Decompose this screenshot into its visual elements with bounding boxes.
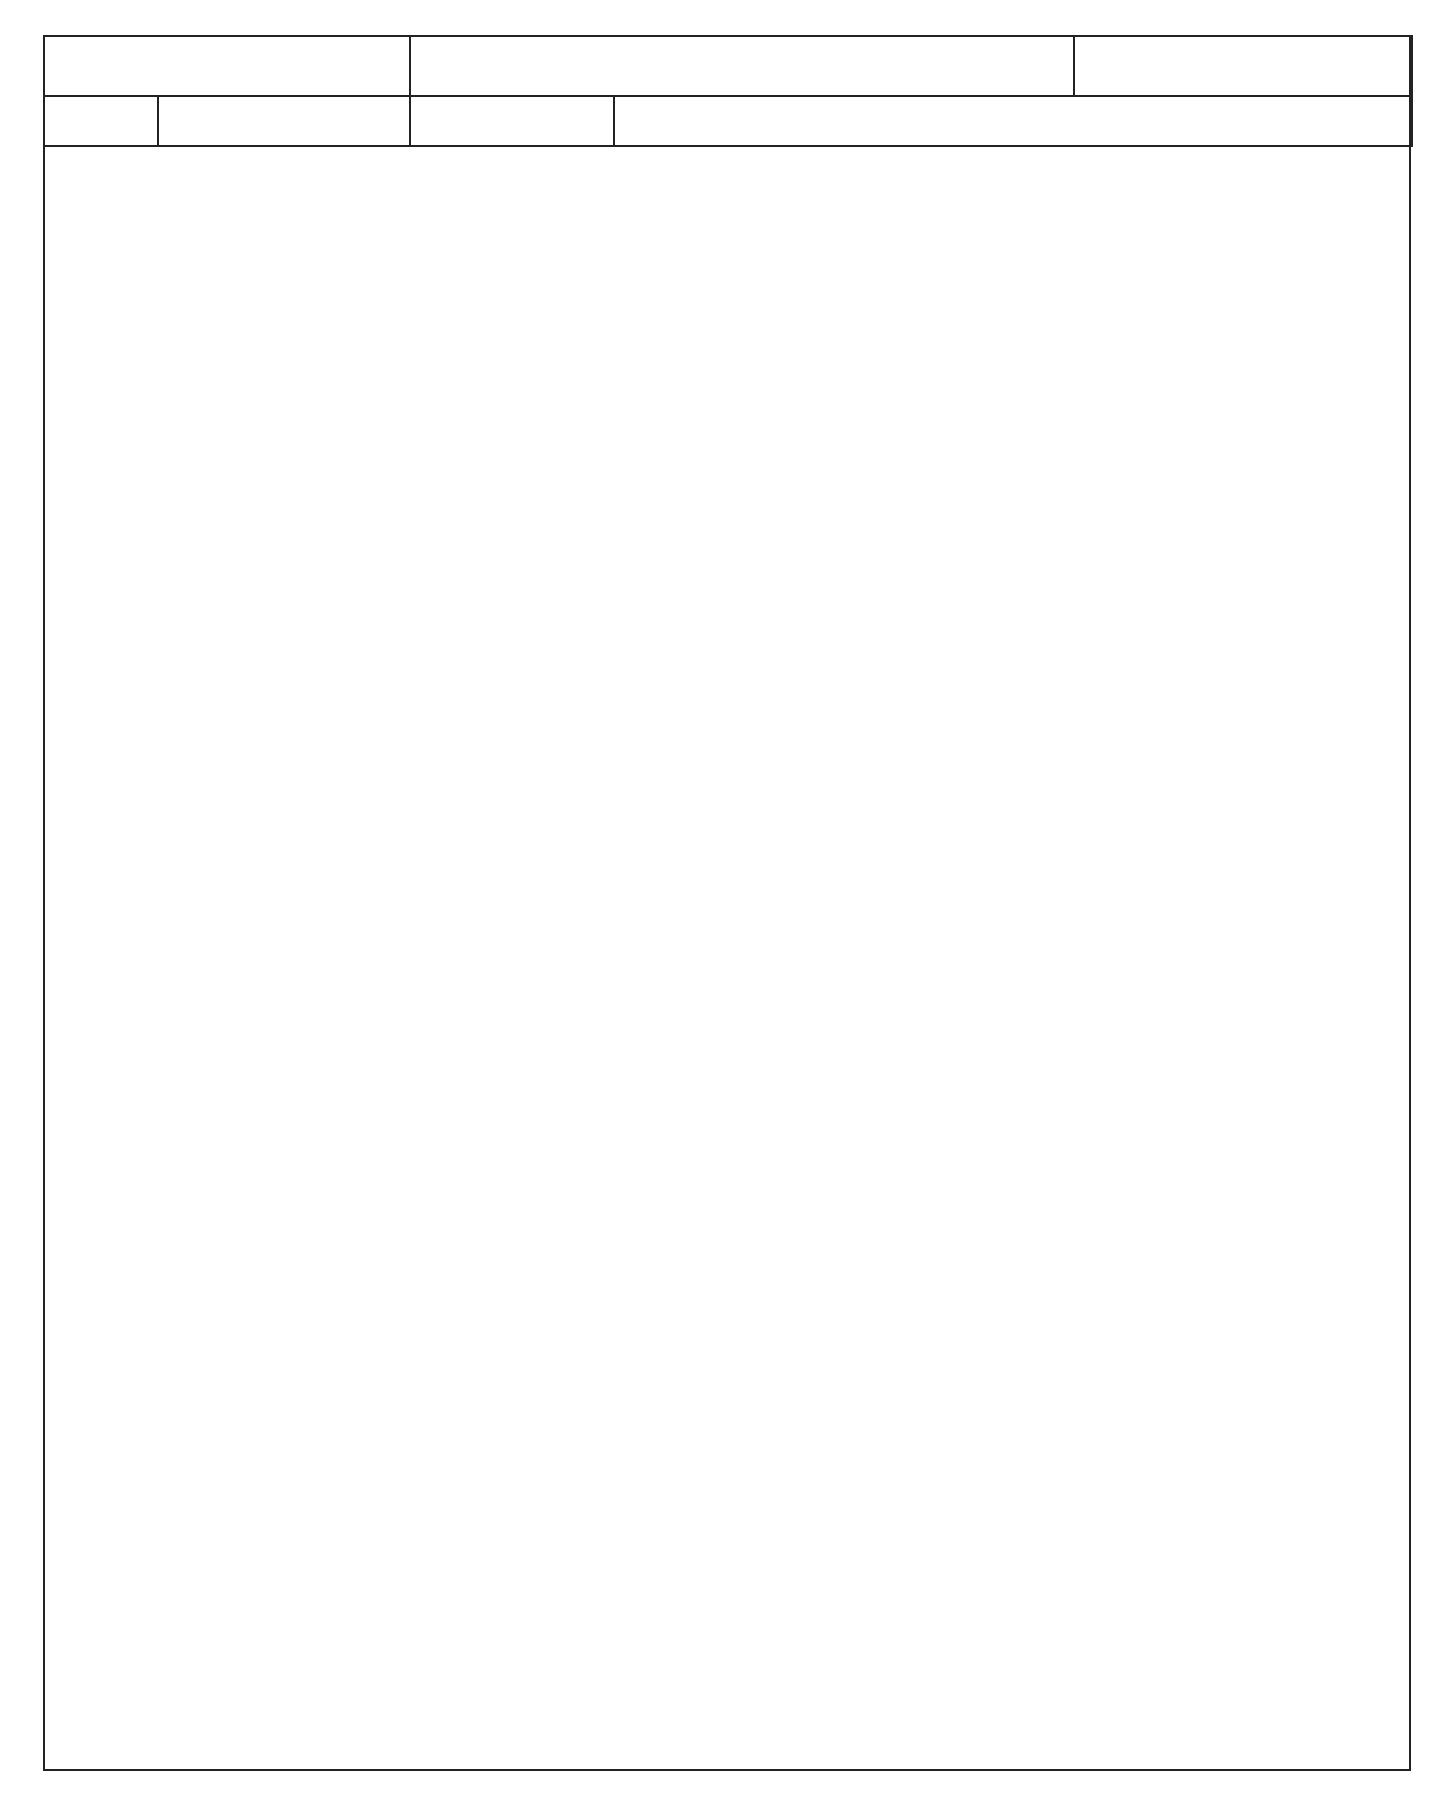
column-header-class [410,96,614,146]
word-list-sheet [43,35,1411,1771]
word-list-table [43,35,1413,147]
notes-section [45,1651,1409,1769]
column-header-row [44,96,1412,146]
header-row [44,36,1412,96]
date-label [1074,36,1412,96]
column-header-sno [44,96,158,146]
column-header-word [158,96,410,146]
column-header-meaning [614,96,1412,146]
page-title [410,36,1074,96]
logo [44,36,410,96]
